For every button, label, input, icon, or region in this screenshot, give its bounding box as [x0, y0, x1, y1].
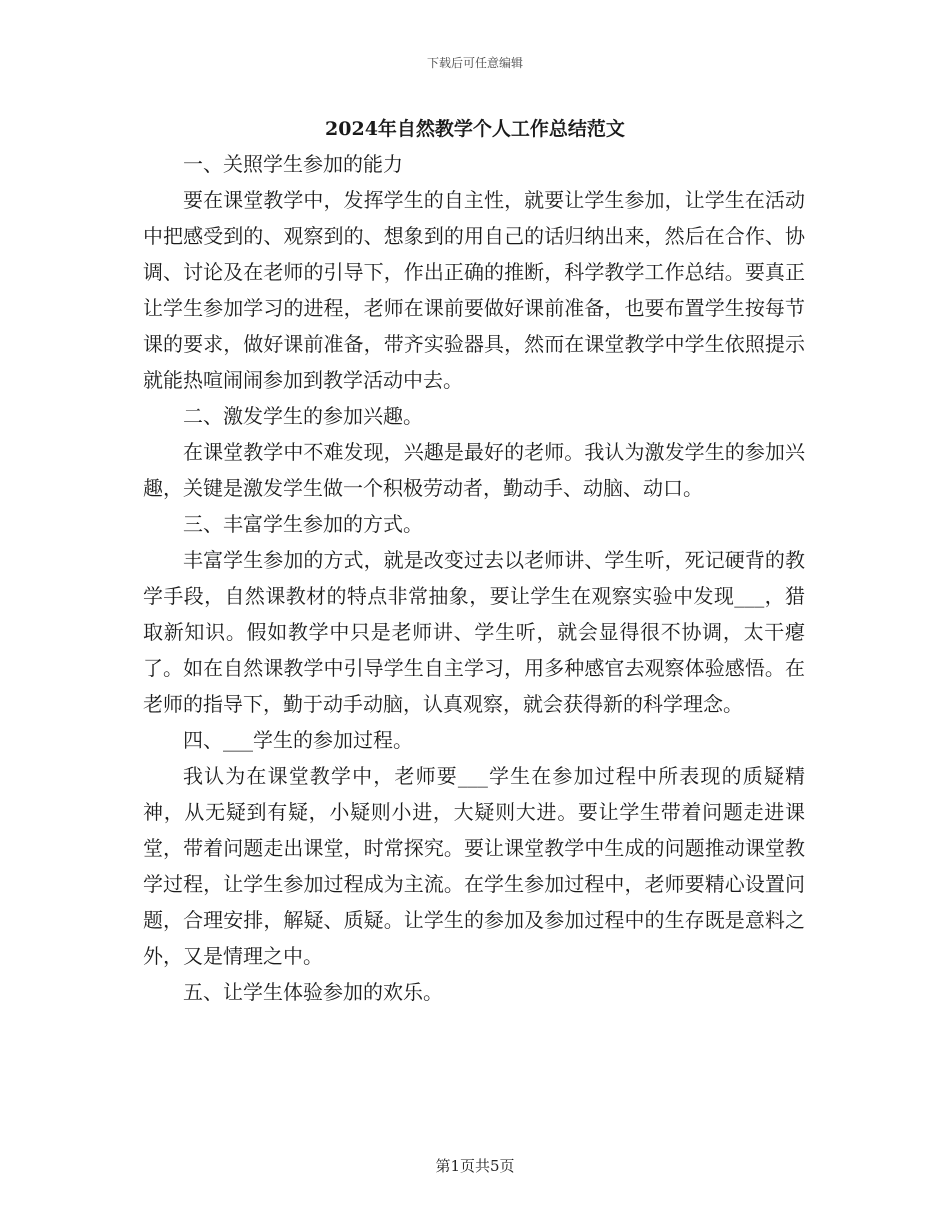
section-paragraph-4: 我认为在课堂教学中，老师要___学生在参加过程中所表现的质疑精神，从无疑到有疑，小疑则小进，大疑则大进。要让学生带着问题走进课堂，带着问题走出课堂，时常探究。要让课堂教学中生成的问题推动课堂教学过程，让学生参加过程成为主流。在学生参加过程中，老师要精心设置问题，合理安排，解疑、质疑。让学生的参加及参加过程中的生存既是意料之外，又是情理之中。 [143, 764, 805, 968]
document-body [143, 146, 805, 1010]
section-heading-1: 一、关照学生参加的能力 [183, 152, 403, 176]
section-heading-4: 四、___学生的参加过程。 [183, 728, 413, 752]
section-heading-5: 五、让学生体验参加的欢乐。 [183, 980, 443, 1004]
section-paragraph-2: 在课堂教学中不难发现，兴趣是最好的老师。我认为激发学生的参加兴趣，关键是激发学生做一个积极劳动者，勤动手、动脑、动口。 [143, 440, 805, 500]
section-heading-2: 二、激发学生的参加兴趣。 [183, 404, 423, 428]
header-note: 下载后可任意编辑 [426, 56, 523, 70]
document-title: 2024年自然教学个人工作总结范文 [325, 118, 625, 140]
section-paragraph-1: 要在课堂教学中，发挥学生的自主性，就要让学生参加，让学生在活动中把感受到的、观察到的、想象到的用自己的话归纳出来，然后在合作、协调、讨论及在老师的引导下，作出正确的推断，科学教学工作总结。要真正让学生参加学习的进程，老师在课前要做好课前准备，也要布置学生按每节课的要求，做好课前准备，带齐实验器具，然而在课堂教学中学生依照提示就能热喧闹闹参加到教学活动中去。 [143, 188, 805, 392]
section-heading-3: 三、丰富学生参加的方式。 [183, 512, 423, 536]
section-paragraph-3: 丰富学生参加的方式，就是改变过去以老师讲、学生听，死记硬背的教学手段，自然课教材的特点非常抽象，要让学生在观察实验中发现___，猎取新知识。假如教学中只是老师讲、学生听，就会显得很不协调，太干瘪了。如在自然课教学中引导学生自主学习，用多种感官去观察体验感悟。在老师的指导下，勤于动手动脑，认真观察，就会获得新的科学理念。 [143, 548, 805, 716]
page-footer: 第1页共5页 [435, 1157, 515, 1175]
